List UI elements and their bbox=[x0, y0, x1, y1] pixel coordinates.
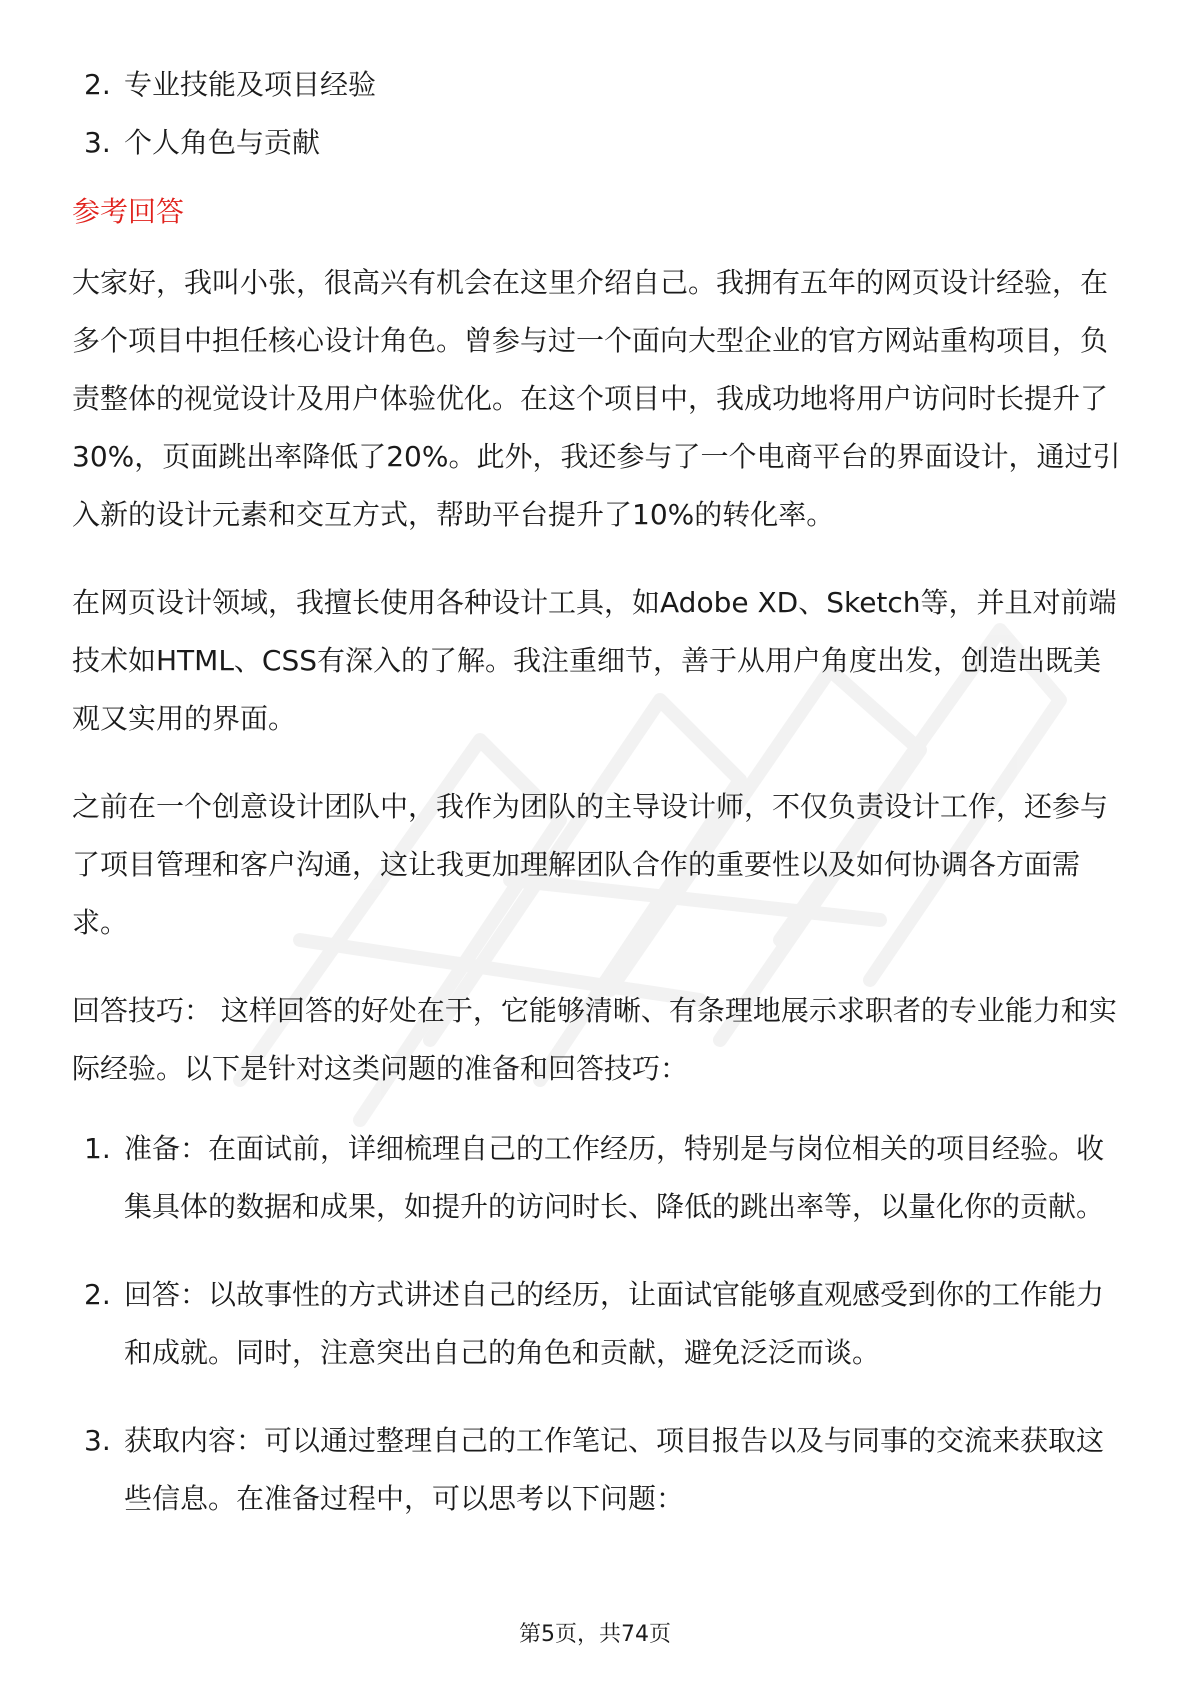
list-item-number: 2. bbox=[84, 68, 111, 101]
list-item bbox=[72, 56, 1122, 114]
list-item-number: 1. bbox=[84, 1132, 111, 1165]
list-item bbox=[72, 114, 1122, 172]
tips-list-item bbox=[72, 1266, 1122, 1382]
answer-paragraph-2: 在网页设计领域，我擅长使用各种设计工具，如Adobe XD、Sketch等，并且对前端技术如HTML、CSS有深入的了解。我注重细节，善于从用户角度出发，创造出既美观又实用的界面。 bbox=[72, 586, 1117, 735]
tips-list-item bbox=[72, 1120, 1122, 1236]
intro-list bbox=[72, 56, 1122, 172]
list-item-text: 个人角色与贡献 bbox=[124, 126, 321, 159]
tips-paragraph: 回答技巧： 这样回答的好处在于，它能够清晰、有条理地展示求职者的专业能力和实际经验。以下是针对这类问题的准备和回答技巧： bbox=[72, 994, 1117, 1085]
list-item-text: 准备：在面试前，详细梳理自己的工作经历，特别是与岗位相关的项目经验。收集具体的数据和成果，如提升的访问时长、降低的跳出率等，以量化你的贡献。 bbox=[124, 1132, 1105, 1223]
answer-paragraph-3: 之前在一个创意设计团队中，我作为团队的主导设计师，不仅负责设计工作，还参与了项目管理和客户沟通，这让我更加理解团队合作的重要性以及如何协调各方面需求。 bbox=[72, 790, 1109, 939]
list-item-text: 专业技能及项目经验 bbox=[124, 68, 377, 101]
page-footer bbox=[0, 1620, 1190, 1650]
list-item-text: 回答：以故事性的方式讲述自己的经历，让面试官能够直观感受到你的工作能力和成就。同时，注意突出自己的角色和贡献，避免泛泛而谈。 bbox=[124, 1278, 1105, 1369]
list-item-text: 获取内容：可以通过整理自己的工作笔记、项目报告以及与同事的交流来获取这些信息。在准备过程中，可以思考以下问题： bbox=[124, 1424, 1105, 1515]
section-title: 参考回答 bbox=[72, 195, 185, 228]
list-item-number: 3. bbox=[84, 1424, 111, 1457]
list-item-number: 2. bbox=[84, 1278, 111, 1311]
page-content bbox=[72, 56, 1122, 1558]
answer-paragraph-1: 大家好，我叫小张，很高兴有机会在这里介绍自己。我拥有五年的网页设计经验，在多个项目中担任核心设计角色。曾参与过一个面向大型企业的官方网站重构项目，负责整体的视觉设计及用户体验优化。在这个项目中，我成功地将用户访问时长提升了30%，页面跳出率降低了20%。此外，我还参与了一个电商平台的界面设计，通过引入新的设计元素和交互方式，帮助平台提升了10%的转化率。 bbox=[72, 266, 1121, 531]
tips-list bbox=[72, 1120, 1122, 1528]
page-number: 第5页，共74页 bbox=[519, 1622, 671, 1647]
list-item-number: 3. bbox=[84, 126, 111, 159]
tips-list-item bbox=[72, 1412, 1122, 1528]
